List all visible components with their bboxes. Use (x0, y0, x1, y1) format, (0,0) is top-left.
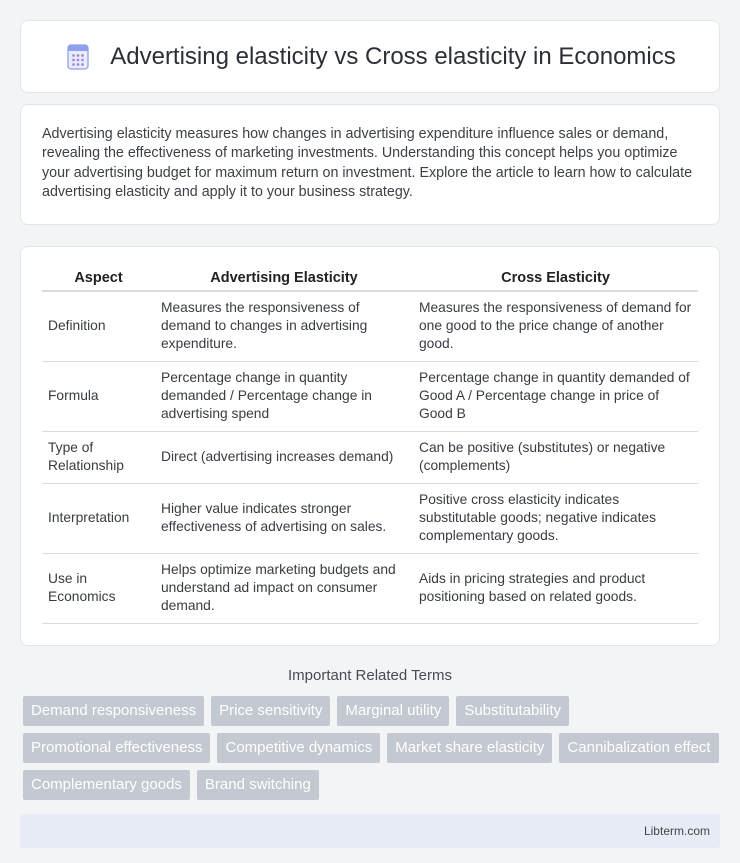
table-row (42, 362, 698, 432)
related-terms-list (20, 696, 720, 800)
row-advertising: Measures the responsiveness of demand to changes in advertising expenditure. (155, 292, 413, 362)
calculator-icon (64, 43, 92, 71)
table-row (42, 292, 698, 362)
row-aspect: Definition (42, 292, 155, 362)
row-aspect: Type of Relationship (42, 432, 155, 484)
related-term-tag[interactable]: Promotional effectiveness (23, 733, 210, 763)
header-aspect: Aspect (42, 267, 155, 292)
row-cross: Percentage change in quantity demanded of Good A / Percentage change in price of Good B (413, 362, 698, 432)
intro-card (20, 104, 720, 225)
row-aspect: Use in Economics (42, 554, 155, 624)
table-header-row (42, 267, 698, 292)
row-cross: Aids in pricing strategies and product positioning based on related goods. (413, 554, 698, 624)
related-terms-title: Important Related Terms (288, 666, 452, 684)
related-term-tag[interactable]: Competitive dynamics (217, 733, 380, 763)
related-term-tag[interactable]: Complementary goods (23, 770, 190, 800)
footer (20, 814, 720, 848)
related-term-tag[interactable]: Demand responsiveness (23, 696, 204, 726)
header-cross-elasticity: Cross Elasticity (413, 267, 698, 292)
comparison-card (20, 246, 720, 646)
row-advertising: Percentage change in quantity demanded / Percentage change in advertising spend (155, 362, 413, 432)
related-term-tag[interactable]: Brand switching (197, 770, 319, 800)
table-row (42, 554, 698, 624)
related-term-tag[interactable]: Price sensitivity (211, 696, 330, 726)
related-terms-section (20, 667, 720, 800)
footer-brand[interactable]: Libterm.com (643, 823, 710, 838)
related-term-tag[interactable]: Market share elasticity (387, 733, 552, 763)
row-cross: Can be positive (substitutes) or negative (complements) (413, 432, 698, 484)
table-row (42, 432, 698, 484)
page-header (20, 20, 720, 93)
related-term-tag[interactable]: Cannibalization effect (559, 733, 718, 763)
intro-text: Advertising elasticity measures how changes in advertising expenditure influence sales or demand, revealing the effectiveness of marketing investments. Understanding this concept helps you optimize your advertising budget for maximum return on investment. Explore the article to learn how to calculate advertising elasticity and apply it to your business strategy. (42, 126, 693, 201)
row-advertising: Direct (advertising increases demand) (155, 432, 413, 484)
page-title: Advertising elasticity vs Cross elasticity in Economics (110, 42, 676, 70)
row-aspect: Formula (42, 362, 155, 432)
header-advertising-elasticity: Advertising Elasticity (155, 267, 413, 292)
comparison-table (42, 267, 698, 624)
related-term-tag[interactable]: Substitutability (456, 696, 569, 726)
row-advertising: Higher value indicates stronger effectiveness of advertising on sales. (155, 484, 413, 554)
related-term-tag[interactable]: Marginal utility (337, 696, 449, 726)
row-cross: Measures the responsiveness of demand for one good to the price change of another good. (413, 292, 698, 362)
table-row (42, 484, 698, 554)
row-advertising: Helps optimize marketing budgets and understand ad impact on consumer demand. (155, 554, 413, 624)
row-cross: Positive cross elasticity indicates substitutable goods; negative indicates complementary goods. (413, 484, 698, 554)
row-aspect: Interpretation (42, 484, 155, 554)
